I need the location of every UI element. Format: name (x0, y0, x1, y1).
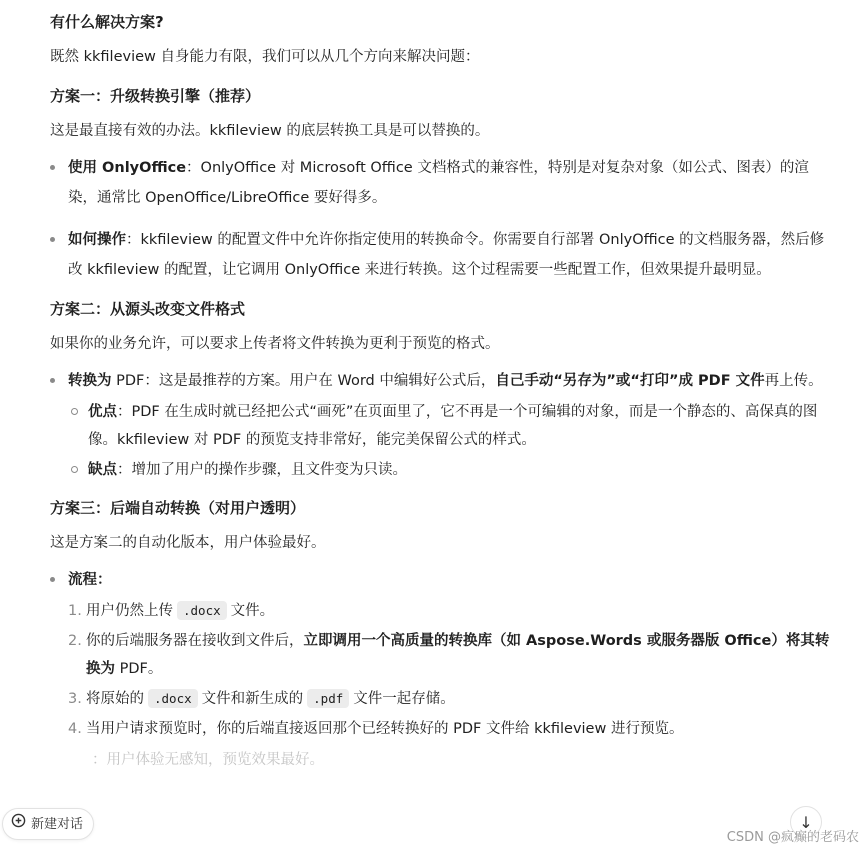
step-number: 1. (68, 603, 82, 619)
sub-list (68, 398, 830, 484)
main-heading: 有什么解决方案? (50, 13, 164, 31)
bullet-label: 如何操作 (68, 232, 126, 248)
step-text: 文件和新生成的 (201, 691, 304, 707)
faded-text: ：用户体验无感知，预览效果最好。 (92, 752, 324, 768)
list-item (50, 153, 830, 213)
bullet-bold: 自己手动“另存为”或“打印”成 PDF 文件 (495, 373, 765, 389)
section-1-title: 方案一：升级转换引擎（推荐） (50, 87, 261, 105)
step-number: 3. (68, 691, 82, 707)
step-number: 4. (68, 721, 82, 737)
section-3-title: 方案三：后端自动转换（对用户透明） (50, 499, 306, 517)
chat-plus-icon (11, 813, 26, 836)
bullet-label: 使用 OnlyOffice (68, 160, 187, 176)
new-chat-label: 新建对话 (31, 816, 84, 832)
step-item (68, 685, 830, 713)
sub-list-item (68, 398, 830, 454)
step-text: 用户仍然上传 (86, 603, 173, 619)
pro-text: ：PDF 在生成时就已经把公式“画死”在页面里了，它不再是一个可编辑的对象，而是一个静态的、高保真的图像。kkfileview 对 PDF 的预览支持非常好，能完美保留公式的样式。 (88, 404, 818, 448)
step-text: 你的后端服务器在接收到文件后， (86, 633, 304, 649)
con-text: ：增加了用户的操作步骤，且文件变为只读。 (117, 462, 407, 478)
new-chat-button[interactable] (2, 808, 94, 840)
inline-code: .docx (177, 601, 227, 620)
step-text: PDF。 (115, 661, 163, 677)
section-3-list (50, 565, 830, 743)
flow-label: 流程 (68, 572, 97, 588)
section-2-title: 方案二：从源头改变文件格式 (50, 300, 246, 318)
step-text: 将原始的 (86, 691, 144, 707)
step-text: 文件一起存储。 (353, 691, 455, 707)
pro-label: 优点 (88, 404, 117, 420)
intro-text: 既然 kkfileview 自身能力有限，我们可以从几个方向来解决问题： (50, 49, 480, 65)
list-item (50, 565, 830, 743)
section-2-desc: 如果你的业务允许，可以要求上传者将文件转换为更利于预览的格式。 (50, 336, 500, 352)
step-text: 文件。 (230, 603, 275, 619)
section-1-desc: 这是最直接有效的办法。kkfileview 的底层转换工具是可以替换的。 (50, 123, 490, 139)
step-item (68, 627, 830, 683)
bullet-text: ：kkfileview 的配置文件中允许你指定使用的转换命令。你需要自行部署 OnlyOffice 的文档服务器，然后修改 kkfileview 的配置，让它调用 OnlyOffice 来进行转换。这个过程需要一些配置工作，但效果提升最明显。 (68, 232, 825, 278)
section-2-list (50, 366, 830, 484)
inline-code: .pdf (307, 689, 349, 708)
bullet-text: PDF：这是最推荐的方案。用户在 Word 中编辑好公式后， (111, 373, 496, 389)
list-item (50, 225, 830, 285)
watermark: CSDN @疯癫的老码农 (726, 830, 859, 845)
bullet-text: 再上传。 (764, 373, 823, 389)
step-item (68, 715, 830, 743)
section-3-desc: 这是方案二的自动化版本，用户体验最好。 (50, 535, 326, 551)
section-1-list (50, 153, 830, 285)
step-number: 2. (68, 633, 82, 649)
con-label: 缺点 (88, 462, 117, 478)
list-item (50, 366, 830, 484)
inline-code: .docx (148, 689, 198, 708)
step-bold: 立即调用一个高质量的转换库（如 Aspose.Words 或服务器版 Office）将其转换为 (86, 633, 830, 677)
flow-colon: ： (97, 572, 112, 588)
step-item (68, 597, 830, 625)
arrow-down-icon: ↓ (799, 812, 813, 832)
step-text: 当用户请求预览时，你的后端直接返回那个已经转换好的 PDF 文件给 kkfileview 进行预览。 (86, 721, 684, 737)
bullet-label: 转换为 (68, 373, 112, 389)
sub-list-item (68, 456, 830, 484)
chat-message (50, 6, 830, 772)
bullet-text: ：OnlyOffice 对 Microsoft Office 文档格式的兼容性，特别是对复杂对象（如公式、图表）的渲染，通常比 OpenOffice/LibreOffice 要好得多。 (68, 160, 809, 206)
flow-steps (68, 597, 830, 743)
